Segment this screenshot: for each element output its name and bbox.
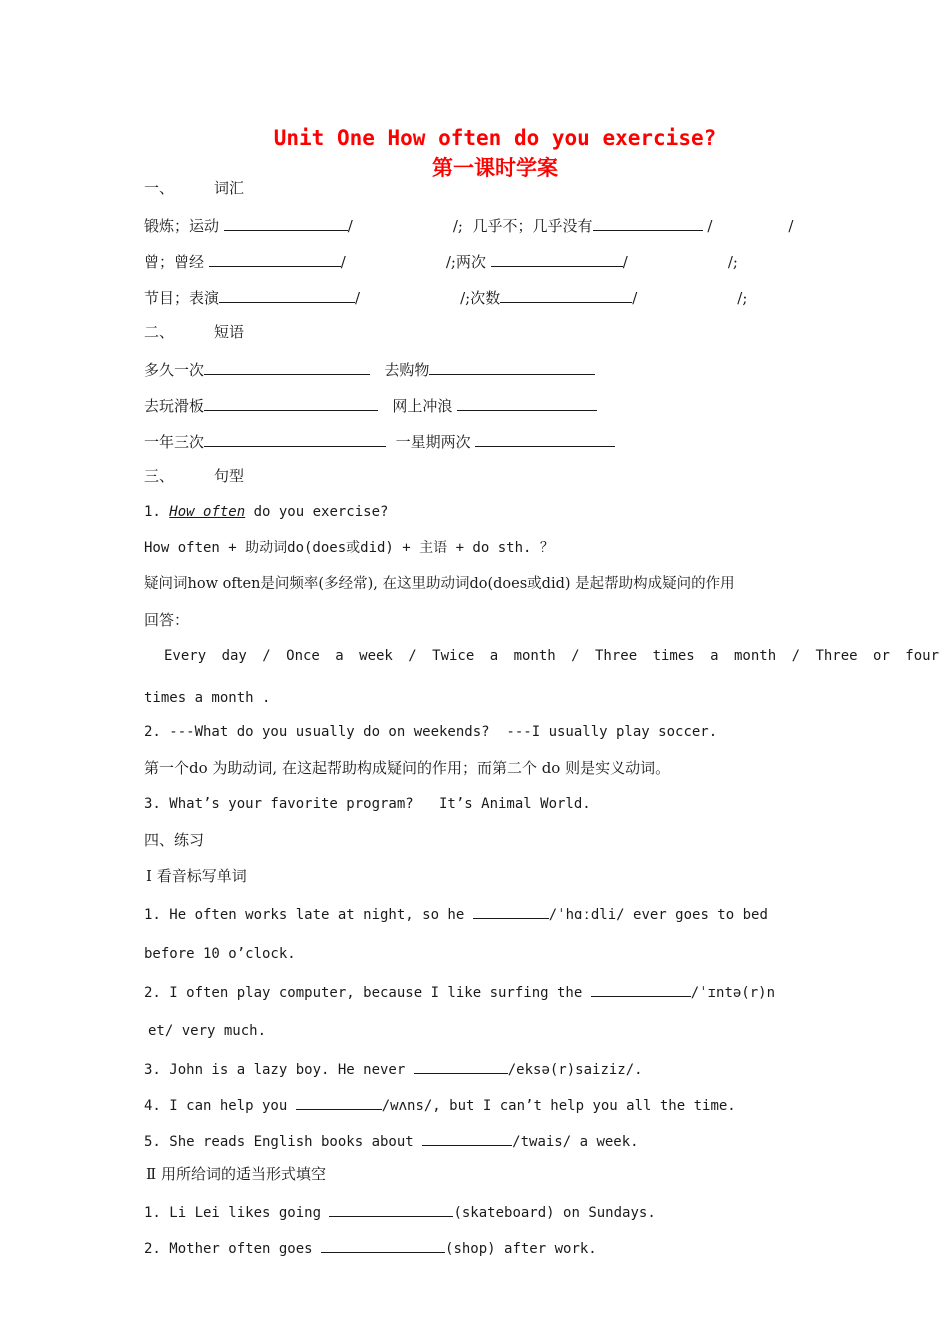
pattern-line-3: 疑问词how often是问频率(多经常), 在这里助动词do(does或did) 是起帮助构成疑问的作用: [144, 576, 735, 592]
answer-blank[interactable]: [500, 286, 632, 303]
page-subtitle: 第一课时学案: [432, 155, 558, 180]
answer-blank[interactable]: [296, 1093, 382, 1110]
section-phrases-heading: 二、 短语: [144, 323, 245, 341]
exercise-1-q5: 5. She reads English books about /twais/ a week.: [144, 1129, 639, 1152]
answer-blank[interactable]: [429, 358, 595, 375]
pattern-line-4: 回答：: [144, 611, 190, 629]
pattern-line-2: How often + 助动词do(does或did) + 主语 + do sth. ？: [144, 540, 554, 556]
answer-blank[interactable]: [414, 1057, 508, 1074]
pattern-line-1: 1. How often do you exercise?: [144, 504, 389, 520]
answer-blank[interactable]: [321, 1236, 445, 1253]
exercise-1-q4: 4. I can help you /wʌns/, but I can’t help you all the time.: [144, 1093, 736, 1116]
exercise-2-q1: 1. Li Lei likes going (skateboard) on Sundays.: [144, 1200, 656, 1223]
phrase-row-2: 去玩滑板 网上冲浪: [144, 394, 597, 416]
exercise-2-heading: Ⅱ 用所给词的适当形式填空: [146, 1165, 326, 1183]
pattern-line-9: 3. What’s your favorite program? It’s Animal World.: [144, 796, 591, 812]
exercise-1-q1-cont: before 10 o’clock.: [144, 946, 296, 962]
exercise-1-heading: Ⅰ 看音标写单词: [146, 867, 247, 885]
exercise-1-q1: 1. He often works late at night, so he /ˈhɑːdli/ ever goes to bed: [144, 902, 768, 925]
answer-blank[interactable]: [204, 358, 370, 375]
answer-blank[interactable]: [422, 1129, 512, 1146]
exercise-1-q2: 2. I often play computer, because I like surfing the /ˈɪntə(r)n: [144, 980, 775, 1003]
page-title: Unit One How often do you exercise?: [273, 126, 717, 150]
pattern-line-5: Every day / Once a week / Twice a month / Three times a month / Three or four: [164, 648, 940, 664]
section-exercise-heading: 四、练习: [144, 831, 205, 849]
exercise-1-q3: 3. John is a lazy boy. He never /eksə(r)saiziz/.: [144, 1057, 643, 1080]
phrase-row-1: 多久一次 去购物: [144, 358, 595, 380]
section-patterns-heading: 三、 句型: [144, 467, 245, 485]
answer-blank[interactable]: [209, 250, 341, 267]
section-vocabulary-heading: 一、 词汇: [144, 179, 245, 197]
pattern-line-6: times a month .: [144, 690, 271, 706]
answer-blank[interactable]: [204, 394, 378, 411]
answer-blank[interactable]: [475, 430, 615, 447]
vocab-row-1: 锻炼；运动 / /; 几乎不；几乎没有 / /: [144, 214, 793, 236]
vocab-row-3: 节目；表演 / /;次数 / /;: [144, 286, 747, 308]
answer-blank[interactable]: [219, 286, 355, 303]
exercise-1-q2-cont: et/ very much.: [148, 1023, 267, 1039]
answer-blank[interactable]: [593, 214, 703, 231]
answer-blank[interactable]: [204, 430, 386, 447]
pattern-line-8: 第一个do 为助动词, 在这起帮助构成疑问的作用；而第二个 do 则是实义动词。: [144, 759, 671, 777]
answer-blank[interactable]: [591, 980, 691, 997]
answer-blank[interactable]: [224, 214, 348, 231]
answer-blank[interactable]: [457, 394, 597, 411]
phrase-row-3: 一年三次 一星期两次: [144, 430, 615, 452]
exercise-2-q2: 2. Mother often goes (shop) after work.: [144, 1236, 597, 1259]
answer-blank[interactable]: [473, 902, 549, 919]
vocab-row-2: 曾；曾经 / /;两次 / /;: [144, 250, 738, 272]
answer-blank[interactable]: [329, 1200, 453, 1217]
pattern-line-7: 2. ---What do you usually do on weekends? ---I usually play soccer.: [144, 724, 718, 740]
answer-blank[interactable]: [491, 250, 623, 267]
